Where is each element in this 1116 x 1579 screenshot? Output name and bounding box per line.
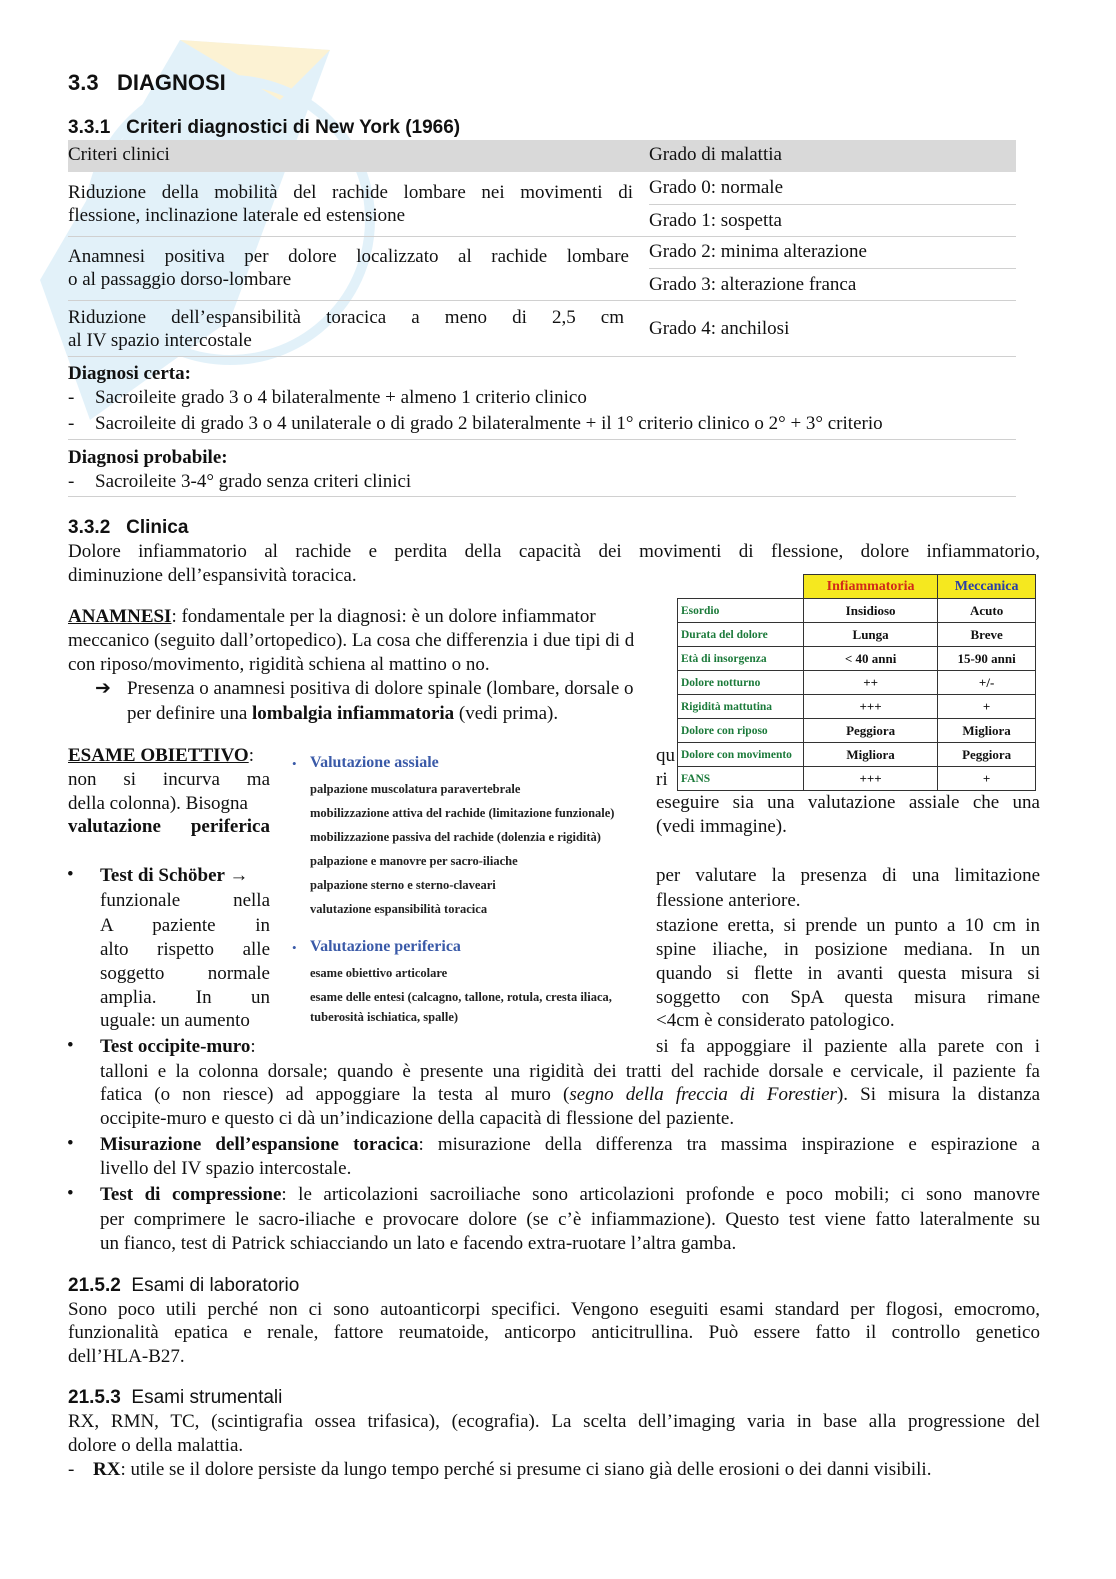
- anamnesi-arrow-line2: [127, 702, 558, 726]
- cell-mec: +/-: [938, 671, 1036, 695]
- anamnesi-line2: meccanico (seguito dall’ortopedico). La cosa che differenzia i due tipi di d: [68, 630, 635, 651]
- esame-right-line2: ri: [656, 769, 668, 790]
- rx-text: : utile se il dolore persiste da lungo tempo perché si presume ci siano già delle erosioni o dei danni visibili.: [120, 1459, 932, 1480]
- main-heading-title: DIAGNOSI: [116, 70, 226, 95]
- ny-grade-1: Grado 1: sospetta: [649, 210, 782, 231]
- table-row: [678, 695, 1036, 719]
- cell-inf: Peggiora: [804, 719, 938, 743]
- cell-inf: Lunga: [804, 623, 938, 647]
- cell-mec: Migliora: [938, 719, 1036, 743]
- lab-line3: dell’HLA-B27.: [68, 1346, 185, 1367]
- strumentali-line1: RX, RMN, TC, (scintigrafia ossea trifasica), (ecografia). La scelta dell’imaging varia in base alla progressione del: [68, 1411, 1040, 1432]
- ny-divider: [68, 236, 1016, 237]
- strumentali-heading: [68, 1387, 282, 1409]
- ny-criterion-1-line2: flessione, inclinazione laterale ed estensione: [68, 205, 406, 226]
- assiale-item: valutazione espansibilità toracica: [310, 902, 488, 916]
- ny-criterion-3-line1: Riduzione dell’espansibilità toracica a meno di 2,5 cm: [68, 307, 624, 328]
- table-row: [678, 671, 1036, 695]
- esame-left-line2: della colonna). Bisogna: [68, 793, 248, 814]
- compressione-line3: un fianco, test di Patrick schiacciando un lato e facendo extra-ruotare l’altra gamba.: [100, 1233, 737, 1254]
- ny-divider: [68, 439, 1016, 440]
- ny-heading-number: 3.3.1: [68, 117, 111, 138]
- espansione-title: Misurazione dell’espansione toracica: [100, 1134, 419, 1155]
- arrow-line2-pre: per definire una: [127, 703, 253, 724]
- row-label: Durata del dolore: [678, 623, 804, 647]
- esame-right-line1: qu: [656, 745, 675, 766]
- clinica-heading: [68, 517, 188, 539]
- occipite-line3-post: ). Si misura la distanza: [836, 1084, 1040, 1105]
- row-label: Dolore con riposo: [678, 719, 804, 743]
- assiale-item: palpazione e manovre per sacro-iliache: [310, 854, 518, 868]
- col-header-meccanica: Meccanica: [938, 575, 1036, 599]
- esame-label-line: [68, 744, 254, 768]
- main-heading-number: 3.3: [68, 70, 99, 95]
- bullet-icon: •: [292, 756, 297, 771]
- schober-right: flessione anteriore.: [656, 890, 801, 911]
- table-row: [678, 647, 1036, 671]
- ny-criterion-2-line1: Anamnesi positiva per dolore localizzato al rachide lombare: [68, 246, 629, 267]
- ny-col2-header: Grado di malattia: [649, 144, 782, 165]
- table-row: [678, 623, 1036, 647]
- table-row: [678, 719, 1036, 743]
- ny-divider: [68, 356, 1016, 357]
- row-label: Rigidità mattutina: [678, 695, 804, 719]
- diagnosi-certa-item-1: Sacroileite grado 3 o 4 bilateralmente + almeno 1 criterio clinico: [95, 387, 587, 408]
- table-corner: [678, 575, 804, 599]
- esame-right-line3: eseguire sia una valutazione assiale che una: [656, 792, 1040, 813]
- lab-heading-title: Esami di laboratorio: [131, 1275, 300, 1296]
- schober-right: quando si flette in avanti questa misura si: [656, 963, 1040, 984]
- cell-inf: Migliora: [804, 743, 938, 767]
- freccia-forestier: segno della freccia di Forestier: [569, 1084, 837, 1105]
- diagnosi-probabile-item-1: Sacroileite 3-4° grado senza criteri clinici: [95, 471, 412, 492]
- table-row: [678, 767, 1036, 791]
- dash: -: [68, 471, 75, 492]
- espansione-line1-text: : misurazione della differenza tra massima inspirazione e espirazione a: [418, 1134, 1040, 1155]
- ny-divider: [649, 204, 1016, 205]
- occipite-colon: :: [250, 1036, 256, 1057]
- ny-criterion-3-line2: al IV spazio intercostale: [68, 330, 252, 351]
- clinica-heading-title: Clinica: [126, 517, 189, 538]
- clinica-para-line2: diminuzione dell’espansività toracica.: [68, 565, 357, 586]
- rx-label: RX: [93, 1459, 121, 1480]
- lab-heading: [68, 1275, 299, 1297]
- periferica-item: tuberosità ischiatica, spalle): [310, 1010, 459, 1024]
- bullet-icon: •: [67, 1035, 74, 1056]
- espansione-line1: [100, 1133, 1040, 1157]
- strumentali-line2: dolore o della malattia.: [68, 1435, 244, 1456]
- compressione-line1-text: : le articolazioni sacroiliache sono articolazioni profonde e poco mobili; ci sono manovre: [281, 1184, 1040, 1205]
- compressione-line2: per comprimere le sacro-iliache e provocare dolore (se c’è infiammazione). Questo test viene fatto lateralmente su: [100, 1209, 1040, 1230]
- schober-right: soggetto con SpA questa misura rimane: [656, 987, 1040, 1008]
- cell-inf: Insidioso: [804, 599, 938, 623]
- main-heading: [68, 70, 226, 96]
- diagnosi-certa-item-2: Sacroileite di grado 3 o 4 unilaterale o di grado 2 bilateralmente + il 1° criterio clinico o 2° + 3° criterio: [95, 413, 883, 434]
- schober-right: spine iliache, in posizione mediana. In un: [656, 939, 1040, 960]
- schober-right: stazione eretta, si prende un punto a 10 cm in: [656, 915, 1040, 936]
- esame-label: ESAME OBIETTIVO: [68, 745, 249, 766]
- anamnesi-line3: con riposo/movimento, rigidità schiena al mattino o no.: [68, 654, 490, 675]
- anamnesi-label: ANAMNESI: [68, 606, 172, 627]
- dash: -: [68, 413, 75, 434]
- bullet-icon: •: [292, 940, 297, 955]
- row-label: Esordio: [678, 599, 804, 623]
- cell-mec: 15-90 anni: [938, 647, 1036, 671]
- clinica-para-line1: Dolore infiammatorio al rachide e perdita della capacità dei movimenti di flessione, dolore infiammatorio,: [68, 541, 1040, 562]
- compressione-title: Test di compressione: [100, 1184, 282, 1205]
- cell-mec: Peggiora: [938, 743, 1036, 767]
- ny-divider: [68, 496, 1016, 497]
- occipite-line2: talloni e la colonna dorsale; quando è presente una rigidità dei tratti del rachide dorsale e cervicale, il paziente fa: [100, 1061, 1040, 1082]
- esame-left-line1: non si incurva ma: [68, 769, 270, 790]
- schober-left: funzionale nella: [100, 890, 270, 911]
- ny-heading: [68, 117, 460, 139]
- ny-divider: [68, 300, 1016, 301]
- lab-line2: funzionalità epatica e renale, fattore reumatoide, anticorpo anticitrullina. Può essere fatto il controllo genetico: [68, 1322, 1040, 1343]
- table-row: [678, 743, 1036, 767]
- strumentali-heading-title: Esami strumentali: [131, 1387, 283, 1408]
- bullet-icon: •: [67, 864, 74, 885]
- clinica-heading-number: 3.3.2: [68, 517, 111, 538]
- bullet-icon: •: [67, 1133, 74, 1154]
- dash: -: [68, 387, 75, 408]
- ny-grade-0: Grado 0: normale: [649, 177, 784, 198]
- strumentali-rx-line: [93, 1458, 931, 1482]
- cell-mec: Breve: [938, 623, 1036, 647]
- dash: -: [68, 1459, 75, 1480]
- cell-mec: +: [938, 695, 1036, 719]
- periferica-item: esame obiettivo articolare: [310, 966, 448, 980]
- valutazione-image: [288, 748, 650, 1036]
- compressione-line1: [100, 1183, 1040, 1207]
- valutazione-periferica-title: Valutazione periferica: [310, 938, 461, 955]
- schober-left: alto rispetto alle: [100, 939, 270, 960]
- diagnosi-probabile-title: Diagnosi probabile:: [68, 447, 228, 468]
- occipite-right-first: si fa appoggiare il paziente alla parete con i: [656, 1036, 1040, 1057]
- occipite-title: Test occipite-muro: [100, 1036, 251, 1057]
- lab-heading-number: 21.5.2: [68, 1275, 121, 1296]
- periferica-item: esame delle entesi (calcagno, tallone, rotula, cresta iliaca,: [310, 990, 612, 1004]
- occipite-line3: [100, 1083, 1040, 1107]
- strumentali-heading-number: 21.5.3: [68, 1387, 121, 1408]
- cell-inf: < 40 anni: [804, 647, 938, 671]
- cell-inf: +++: [804, 767, 938, 791]
- occipite-title-line: [100, 1035, 256, 1059]
- ny-criterion-1-line1: Riduzione della mobilità del rachide lombare nei movimenti di: [68, 182, 633, 203]
- cell-mec: +: [938, 767, 1036, 791]
- occipite-line3-pre: fatica (o non riesce) ad appoggiare la testa al muro (: [100, 1084, 570, 1105]
- dolore-comparison-table: [677, 574, 1036, 791]
- assiale-item: mobilizzazione attiva del rachide (limitazione funzionale): [310, 806, 615, 820]
- row-label: Dolore con movimento: [678, 743, 804, 767]
- anamnesi-arrow-line1: Presenza o anamnesi positiva di dolore spinale (lombare, dorsale o: [127, 678, 634, 699]
- schober-left: soggetto normale: [100, 963, 270, 984]
- bullet-icon: •: [67, 1183, 74, 1204]
- schober-right: <4cm è considerato patologico.: [656, 1010, 895, 1031]
- assiale-item: palpazione sterno e sterno-claveari: [310, 878, 496, 892]
- col-header-infiammatoria: Infiammatoria: [804, 575, 938, 599]
- lombalgia-infiammatoria: lombalgia infiammatoria: [252, 703, 455, 724]
- cell-inf: ++: [804, 671, 938, 695]
- schober-left: uguale: un aumento: [100, 1010, 250, 1031]
- arrow-line2-post: (vedi prima).: [454, 703, 559, 724]
- ny-heading-title: Criteri diagnostici di New York (1966): [126, 117, 461, 138]
- schober-left: A paziente in: [100, 915, 270, 936]
- schober-left: amplia. In un: [100, 987, 270, 1008]
- cell-mec: Acuto: [938, 599, 1036, 623]
- espansione-line2: livello del IV spazio intercostale.: [100, 1158, 352, 1179]
- ny-grade-3: Grado 3: alterazione franca: [649, 274, 857, 295]
- table-row: [678, 599, 1036, 623]
- ny-grade-4: Grado 4: anchilosi: [649, 318, 790, 339]
- schober-title: Test di Schöber →: [100, 865, 249, 886]
- schober-right: per valutare la presenza di una limitazione: [656, 865, 1040, 886]
- ny-col1-header: Criteri clinici: [68, 144, 170, 165]
- row-label: FANS: [678, 767, 804, 791]
- lab-line1: Sono poco utili perché non ci sono autoanticorpi specifici. Vengono eseguiti esami standard per flogosi, emocromo,: [68, 1299, 1040, 1320]
- arrow-icon: ➔: [95, 678, 111, 699]
- occipite-line4: occipite-muro e questo ci dà un’indicazione della capacità di flessione del paziente.: [100, 1108, 735, 1129]
- ny-criterion-2-line2: o al passaggio dorso-lombare: [68, 269, 292, 290]
- ny-grade-2: Grado 2: minima alterazione: [649, 241, 867, 262]
- assiale-item: mobilizzazione passiva del rachide (dolenzia e rigidità): [310, 830, 601, 844]
- valutazione-assiale-title: Valutazione assiale: [310, 754, 439, 771]
- cell-inf: +++: [804, 695, 938, 719]
- row-label: Dolore notturno: [678, 671, 804, 695]
- anamnesi-line1: [68, 605, 673, 629]
- esame-colon: :: [248, 745, 254, 766]
- ny-divider: [649, 268, 1016, 269]
- esame-right-line4: (vedi immagine).: [656, 816, 787, 837]
- ny-table-header-bg: [68, 140, 1016, 172]
- diagnosi-certa-title: Diagnosi certa:: [68, 363, 191, 384]
- esame-left-bold: valutazione periferica: [68, 816, 270, 837]
- row-label: Età di insorgenza: [678, 647, 804, 671]
- assiale-item: palpazione muscolatura paravertebrale: [310, 782, 521, 796]
- anamnesi-line1-text: : fondamentale per la diagnosi: è un dolore infiammator: [171, 606, 596, 627]
